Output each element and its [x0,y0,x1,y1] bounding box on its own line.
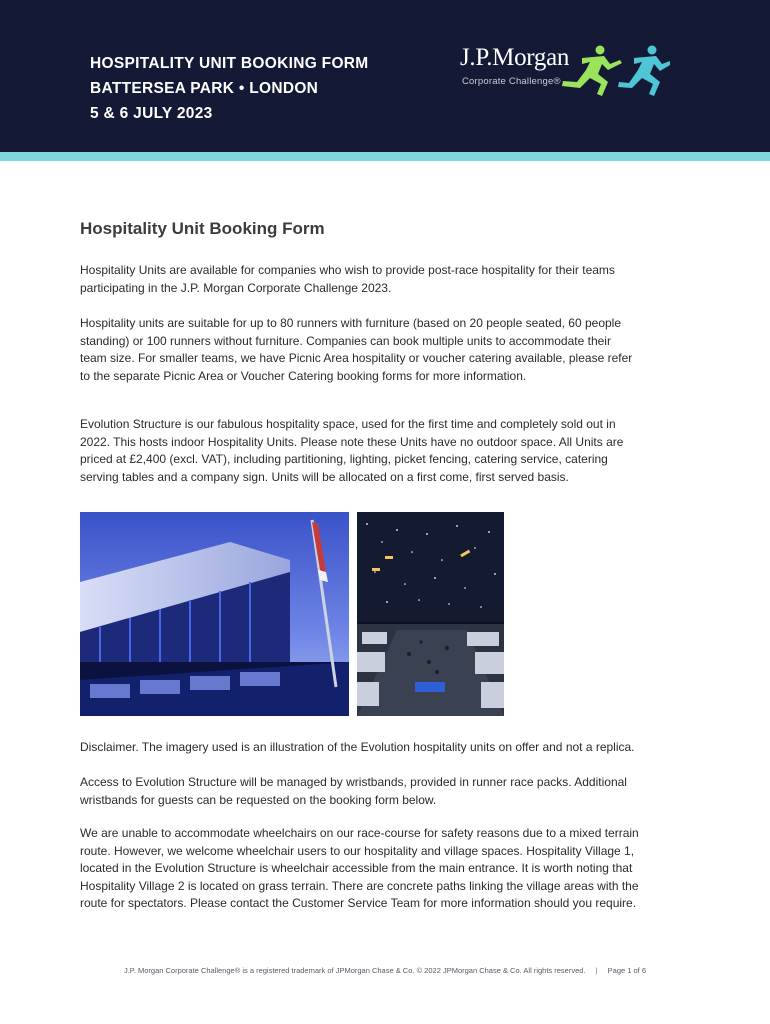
header-accent-stripe [0,152,770,161]
intro-paragraph: Hospitality Units are available for companies who wish to provide post-race hospitality for their teams participating in the J.P. Morgan Corporate Challenge 2023. [80,263,615,295]
header-title-line3: 5 & 6 JULY 2023 [90,105,213,122]
page-footer [0,966,770,975]
runners-icon [560,44,670,102]
header-titles [90,51,369,126]
capacity-paragraph: Hospitality units are suitable for up to 80 runners with furniture (based on 20 people seated, 60 people standing) or 100 runners without furniture. Companies can book multiple units to accommodate their team size. For smaller teams, we have Picnic Area hospitality or voucher catering available, please refer to the separate Picnic Area or Voucher Catering booking forms for more information. [80,316,633,383]
footer-separator: | [595,966,598,975]
header-title-line1: HOSPITALITY UNIT BOOKING FORM [90,55,369,72]
logo-subtitle: Corporate Challenge® [462,76,561,87]
evolution-structure-paragraph: Evolution Structure is our fabulous hospitality space, used for the first time and completely sold out in 2022. This hosts indoor Hospitality Units. Please note these Units have no outdoor space. All Units are priced at £2,400 (excl. VAT), including partitioning, lighting, picket fencing, catering service, catering serving tables and a company sign. Units will be allocated on a first come, first served basis. [80,417,624,484]
wristband-paragraph: Access to Evolution Structure will be managed by wristbands, provided in runner race packs. Additional wristbands for guests can be requested on the booking form below. [80,775,627,807]
footer-legal: J.P. Morgan Corporate Challenge® is a registered trademark of JPMorgan Chase & Co. © 2022 JPMorgan Chase & Co. All rights reserved. [123,966,586,975]
page-title: Hospitality Unit Booking Form [80,219,325,238]
hospitality-structure-interior-photo [357,512,504,716]
main-content [80,218,640,910]
page-number: Page 1 of 6 [607,966,647,975]
header-title-line2: BATTERSEA PARK • LONDON [90,80,319,97]
header-banner [0,0,770,152]
disclaimer-paragraph: Disclaimer. The imagery used is an illustration of the Evolution hospitality units on offer and not a replica. [80,740,635,754]
accessibility-paragraph: We are unable to accommodate wheelchairs on our race-course for safety reasons due to a mixed terrain route. However, we welcome wheelchair users to our hospitality and village spaces. Hospitality Village 1, located in the Evolution Structure is wheelchair accessible from the main entrance. It is worth noting that Hospitality Village 2 is located on grass terrain. There are concrete paths linking the village areas with the route for spectators. Please contact the Customer Service Team for more information should you require. [80,826,639,910]
logo-wordmark: J.P.Morgan [460,44,570,71]
hospitality-structure-exterior-photo [80,512,349,716]
jpmorgan-logo [460,44,680,104]
